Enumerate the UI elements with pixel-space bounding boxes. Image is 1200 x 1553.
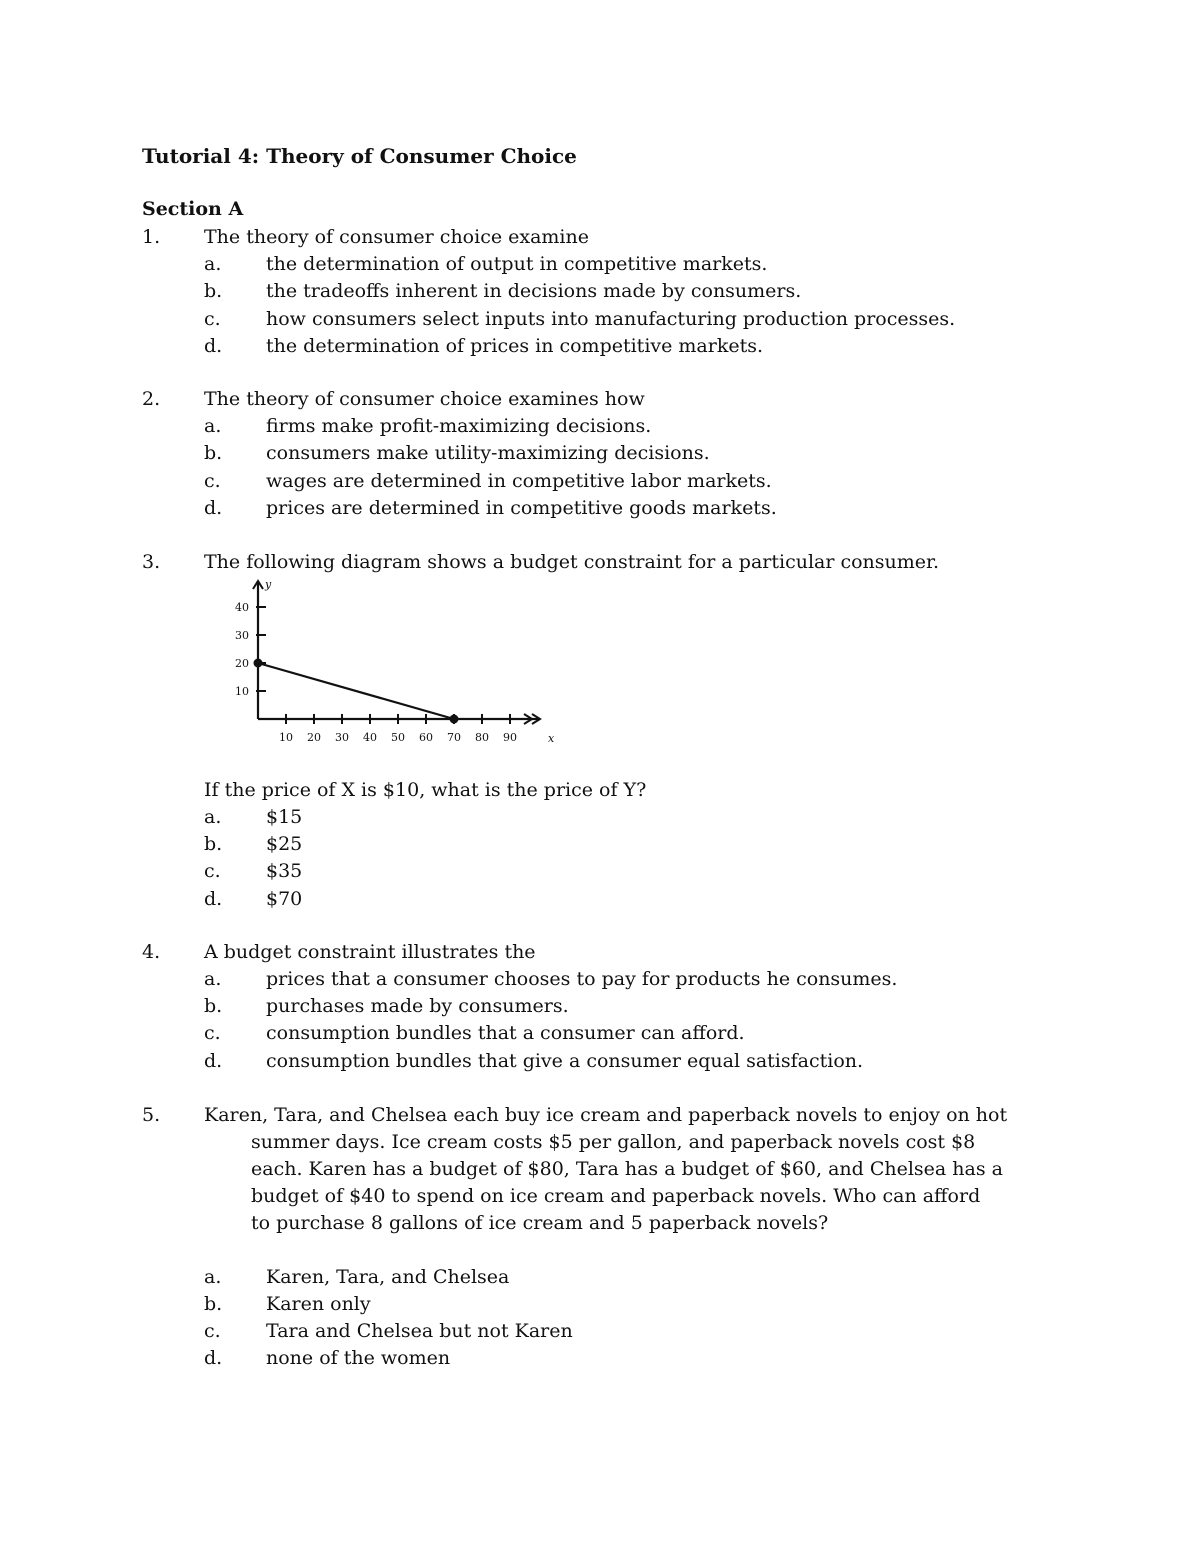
option-label: c. — [204, 308, 221, 330]
option-text: purchases made by consumers. — [266, 995, 569, 1017]
x-tick-label: 60 — [419, 731, 433, 744]
option-label: b. — [204, 833, 223, 855]
option-text: $15 — [266, 806, 303, 828]
option-label: d. — [204, 335, 223, 357]
question-5-stem: each. Karen has a budget of $80, Tara has a budget of $60, and Chelsea has a — [251, 1158, 1003, 1180]
option-text: consumers make utility-maximizing decisions. — [266, 442, 710, 464]
chart-series — [254, 659, 459, 724]
option-text: consumption bundles that give a consumer equal satisfaction. — [266, 1050, 864, 1072]
question-4-number: 4. — [142, 941, 161, 963]
x-tick-label: 70 — [447, 731, 461, 744]
x-tick-label: 20 — [307, 731, 321, 744]
x-tick-label: 80 — [475, 731, 489, 744]
option-text: prices that a consumer chooses to pay for products he consumes. — [266, 968, 898, 990]
y-tick-label: 40 — [235, 601, 249, 614]
question-5-number: 5. — [142, 1104, 161, 1126]
question-1-stem: The theory of consumer choice examine — [204, 226, 589, 248]
option-label: a. — [204, 1266, 222, 1288]
question-5-stem: to purchase 8 gallons of ice cream and 5 paperback novels? — [251, 1212, 829, 1234]
option-text: none of the women — [266, 1347, 451, 1369]
option-label: b. — [204, 1293, 223, 1315]
question-4-stem: A budget constraint illustrates the — [204, 941, 536, 963]
question-3-followup: If the price of X is $10, what is the price of Y? — [204, 779, 647, 801]
option-text: Karen only — [266, 1293, 371, 1315]
document-title: Tutorial 4: Theory of Consumer Choice — [142, 144, 577, 168]
budget-line — [258, 663, 454, 719]
option-label: d. — [204, 888, 223, 910]
question-1-number: 1. — [142, 226, 161, 248]
option-text: the tradeoffs inherent in decisions made by consumers. — [266, 280, 802, 302]
question-5-stem: Karen, Tara, and Chelsea each buy ice cream and paperback novels to enjoy on hot — [204, 1104, 1008, 1126]
question-2-number: 2. — [142, 388, 161, 410]
x-tick-label: 90 — [503, 731, 517, 744]
y-axis-label: y — [265, 578, 272, 591]
option-text: wages are determined in competitive labor markets. — [266, 470, 772, 492]
x-tick-label: 10 — [279, 731, 293, 744]
question-2-stem: The theory of consumer choice examines how — [204, 388, 645, 410]
option-text: the determination of prices in competitive markets. — [266, 335, 764, 357]
x-tick-label: 50 — [391, 731, 405, 744]
option-label: c. — [204, 1320, 221, 1342]
option-label: d. — [204, 1050, 223, 1072]
question-3-number: 3. — [142, 551, 161, 573]
x-tick-label: 40 — [363, 731, 377, 744]
option-label: a. — [204, 806, 222, 828]
question-3-stem: The following diagram shows a budget constraint for a particular consumer. — [204, 551, 940, 573]
option-label: a. — [204, 415, 222, 437]
y-tick-label: 30 — [235, 629, 249, 642]
option-text: the determination of output in competitive markets. — [266, 253, 768, 275]
y-tick-label: 20 — [235, 657, 249, 670]
option-label: c. — [204, 470, 221, 492]
section-heading: Section A — [142, 198, 244, 220]
option-text: prices are determined in competitive goods markets. — [266, 497, 777, 519]
x-axis-label: x — [548, 732, 555, 745]
option-label: b. — [204, 280, 223, 302]
option-label: a. — [204, 253, 222, 275]
option-label: c. — [204, 1022, 221, 1044]
x-tick-label: 30 — [335, 731, 349, 744]
option-label: d. — [204, 1347, 223, 1369]
budget-point — [450, 715, 459, 724]
option-text: firms make profit-maximizing decisions. — [266, 415, 652, 437]
option-label: b. — [204, 442, 223, 464]
option-text: Tara and Chelsea but not Karen — [266, 1320, 573, 1342]
option-label: d. — [204, 497, 223, 519]
budget-point — [254, 659, 263, 668]
option-text: Karen, Tara, and Chelsea — [266, 1266, 510, 1288]
option-text: $35 — [266, 860, 303, 882]
budget-constraint-chart — [220, 572, 570, 752]
chart-ticks — [235, 601, 517, 744]
option-text: $70 — [266, 888, 303, 910]
option-label: a. — [204, 968, 222, 990]
option-label: c. — [204, 860, 221, 882]
y-tick-label: 10 — [235, 685, 249, 698]
option-label: b. — [204, 995, 223, 1017]
option-text: $25 — [266, 833, 303, 855]
question-5-stem: budget of $40 to spend on ice cream and paperback novels. Who can afford — [251, 1185, 981, 1207]
option-text: how consumers select inputs into manufacturing production processes. — [266, 308, 956, 330]
question-5-stem: summer days. Ice cream costs $5 per gallon, and paperback novels cost $8 — [251, 1131, 976, 1153]
option-text: consumption bundles that a consumer can afford. — [266, 1022, 745, 1044]
